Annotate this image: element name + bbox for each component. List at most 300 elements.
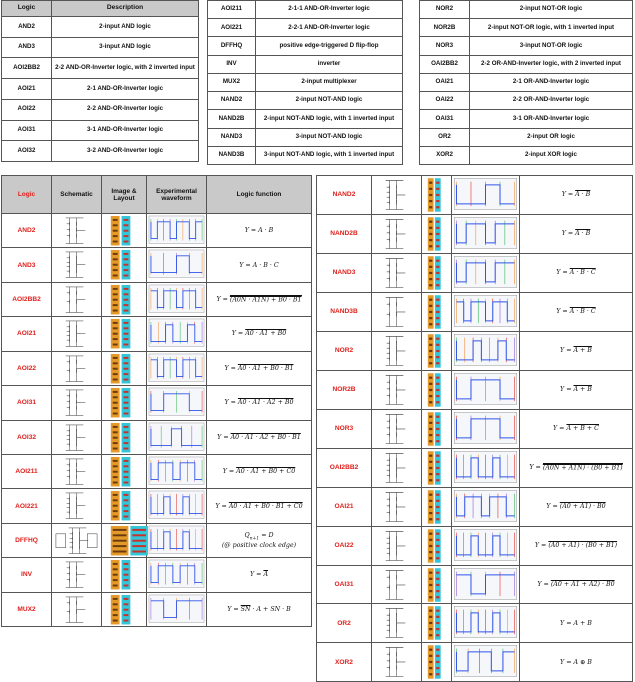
logic-function-cell (520, 292, 633, 331)
description-row (420, 1, 633, 19)
image-layout-cell (102, 282, 147, 316)
experimental-waveform (452, 604, 519, 642)
logic-function-formula: Y = A + B (560, 386, 592, 394)
waveform-cell (147, 282, 207, 316)
schematic-cell (52, 351, 102, 385)
schematic-cell (372, 526, 422, 565)
description-row (2, 58, 199, 79)
logic-cell-row (2, 454, 312, 488)
logic-cell-row (2, 248, 312, 282)
layout-image (422, 449, 451, 487)
experimental-waveform (147, 455, 206, 488)
waveform-cell (147, 317, 207, 351)
waveform-cell (147, 454, 207, 488)
image-layout-cell (102, 386, 147, 420)
logic-cell-row (317, 409, 633, 448)
description-row (208, 37, 403, 55)
layout-image (102, 455, 146, 488)
logic-cell-row (317, 487, 633, 526)
logic-cell-row (2, 592, 312, 626)
logic-name: AOI21 (2, 317, 52, 351)
schematic-cell (52, 214, 102, 248)
logic-description: 3-input NOT-AND logic, with 1 inverted input (256, 146, 403, 164)
schematic-cell (52, 248, 102, 282)
description-row (420, 19, 633, 37)
logic-name: AOI22 (2, 99, 52, 120)
description-row (208, 73, 403, 91)
logic-function-formula: Y = A · B (244, 227, 274, 235)
logic-cell-row (2, 282, 312, 316)
logic-description: 2-2-1 AND-OR-Inverter logic (256, 19, 403, 37)
logic-function-formula: Y = (A0N + A1N) · (B0 + B1) (529, 464, 623, 472)
logic-name: NAND3 (208, 128, 256, 146)
logic-name: NOR3 (420, 37, 470, 55)
logic-function-cell (520, 409, 633, 448)
experimental-waveform (147, 524, 206, 557)
logic-name: NOR2 (317, 331, 372, 370)
experimental-waveform (147, 248, 206, 281)
logic-function-cell (520, 176, 633, 215)
logic-name: OAI2BB2 (420, 55, 470, 73)
experimental-waveform (147, 386, 206, 419)
description-row (2, 17, 199, 38)
schematic-figure (372, 293, 421, 331)
logic-function-cell (520, 448, 633, 487)
logic-name: AOI2BB2 (2, 282, 52, 316)
logic-cells-table-right (316, 175, 633, 682)
image-layout-cell (422, 176, 452, 215)
experimental-waveform (147, 421, 206, 454)
schematic-cell (372, 176, 422, 215)
logic-description: 2-1 OR-AND-Inverter logic (470, 73, 633, 91)
experimental-waveform (452, 332, 519, 370)
logic-cells-table-left (1, 175, 312, 627)
image-layout-cell (422, 214, 452, 253)
layout-image (102, 317, 146, 350)
layout-image (422, 215, 451, 253)
schematic-cell (372, 331, 422, 370)
image-layout-cell (422, 292, 452, 331)
description-row (208, 19, 403, 37)
layout-image (422, 604, 451, 642)
description-row (2, 99, 199, 120)
logic-name: AND2 (2, 17, 52, 38)
schematic-cell (52, 420, 102, 454)
experimental-waveform (452, 371, 519, 409)
image-layout-cell (102, 248, 147, 282)
logic-function-cell (520, 370, 633, 409)
logic-name: AOI221 (208, 19, 256, 37)
logic-name: AOI211 (2, 454, 52, 488)
logic-function-cell (520, 214, 633, 253)
layout-image (102, 593, 146, 626)
logic-cell-row (317, 604, 633, 643)
logic-name: NAND2B (317, 214, 372, 253)
logic-cell-row (317, 331, 633, 370)
logic-description: 2-1 AND-OR-Inverter logic (52, 79, 199, 100)
logic-function-formula: Y = A · B · C (556, 269, 596, 277)
logic-name: AOI31 (2, 120, 52, 141)
schematic-cell (372, 604, 422, 643)
logic-name: NOR2B (317, 370, 372, 409)
header-experimental-waveform: Experimental waveform (147, 176, 207, 214)
logic-function-cell (520, 565, 633, 604)
logic-cell-row (317, 526, 633, 565)
layout-image (422, 527, 451, 565)
logic-cell-row (317, 253, 633, 292)
description-row (208, 110, 403, 128)
waveform-cell (452, 253, 520, 292)
image-layout-cell (422, 604, 452, 643)
image-layout-cell (102, 558, 147, 592)
logic-function-cell (520, 331, 633, 370)
waveform-cell (147, 558, 207, 592)
logic-cell-row (317, 214, 633, 253)
description-row (208, 146, 403, 164)
waveform-cell (147, 248, 207, 282)
description-row (2, 141, 199, 162)
description-row (208, 92, 403, 110)
logic-description: 3-input NOT-OR logic (470, 37, 633, 55)
waveform-cell (452, 526, 520, 565)
logic-name: AOI22 (2, 351, 52, 385)
experimental-waveform (147, 317, 206, 350)
image-layout-cell (102, 420, 147, 454)
logic-name: AOI21 (2, 79, 52, 100)
schematic-figure (52, 593, 101, 626)
logic-function-formula: Y = A0 · A1 + B0 · B1 (224, 364, 294, 372)
logic-name: AOI32 (2, 141, 52, 162)
layout-image (422, 371, 451, 409)
experimental-waveform (147, 558, 206, 591)
layout-image (422, 176, 451, 214)
logic-name: OAI21 (420, 73, 470, 91)
schematic-figure (372, 215, 421, 253)
logic-description: 3-input NOT-AND logic (256, 128, 403, 146)
schematic-figure (372, 527, 421, 565)
logic-name: NAND3 (317, 253, 372, 292)
logic-function-cell (520, 526, 633, 565)
waveform-cell (452, 448, 520, 487)
layout-image (422, 254, 451, 292)
description-row (208, 55, 403, 73)
logic-function-formula: Y = A · B · C (239, 261, 279, 269)
waveform-cell (452, 292, 520, 331)
waveform-cell (452, 409, 520, 448)
image-layout-cell (102, 317, 147, 351)
schematic-figure (372, 332, 421, 370)
header-logic: Logic (2, 176, 52, 214)
image-layout-cell (422, 253, 452, 292)
description-row (420, 73, 633, 91)
logic-description: 2-input AND logic (52, 17, 199, 38)
logic-name: NOR2B (420, 19, 470, 37)
schematic-figure (372, 488, 421, 526)
logic-name: AND3 (2, 37, 52, 58)
image-layout-cell (422, 565, 452, 604)
logic-function-cell (207, 420, 312, 454)
description-row (208, 128, 403, 146)
schematic-cell (52, 558, 102, 592)
waveform-cell (452, 487, 520, 526)
experimental-waveform (452, 410, 519, 448)
schematic-cell (52, 454, 102, 488)
logic-function-cell (207, 351, 312, 385)
logic-cell-row (2, 317, 312, 351)
experimental-waveform (147, 214, 206, 247)
waveform-cell (452, 331, 520, 370)
schematic-cell (372, 487, 422, 526)
schematic-figure (372, 371, 421, 409)
experimental-waveform (452, 527, 519, 565)
schematic-cell (52, 523, 102, 557)
logic-function-formula: Y = (A0 + A1) · (B0 + B1) (534, 542, 618, 550)
logic-function-cell (207, 558, 312, 592)
logic-name: NAND2 (208, 92, 256, 110)
logic-name: OAI2BB2 (317, 448, 372, 487)
image-layout-cell (102, 351, 147, 385)
logic-function-formula: Y = A · B (561, 191, 591, 199)
logic-name: OAI22 (420, 92, 470, 110)
schematic-cell (372, 370, 422, 409)
logic-description: 2-input NOT-AND logic (256, 92, 403, 110)
image-layout-cell (102, 454, 147, 488)
logic-function-cell (520, 487, 633, 526)
logic-name: DFFHQ (208, 37, 256, 55)
logic-function-cell (207, 282, 312, 316)
schematic-cell (52, 592, 102, 626)
logic-cell-row (317, 292, 633, 331)
header-logic-function: Logic function (207, 176, 312, 214)
logic-name: AOI31 (2, 386, 52, 420)
schematic-cell (52, 489, 102, 523)
logic-description: 3-2 AND-OR-Inverter logic (52, 141, 199, 162)
schematic-figure (372, 566, 421, 604)
logic-name: NOR3 (317, 409, 372, 448)
description-row (420, 37, 633, 55)
logic-cell-row (317, 643, 633, 682)
schematic-figure (372, 176, 421, 214)
header-description: Description (52, 1, 199, 17)
description-row (420, 110, 633, 128)
logic-function-formula: Y = A0 · A1 + B0 · B1 + C0 (215, 502, 303, 510)
logic-function-formula: Y = A + B (560, 619, 592, 627)
image-layout-cell (422, 526, 452, 565)
logic-cell-row (2, 351, 312, 385)
schematic-figure (372, 643, 421, 681)
waveform-cell (147, 420, 207, 454)
waveform-cell (147, 386, 207, 420)
logic-function-formula: Y = A0 · A1 · A2 + B0 (224, 399, 294, 407)
schematic-figure (52, 317, 101, 350)
layout-image (102, 489, 146, 522)
waveform-cell (452, 604, 520, 643)
schematic-figure (52, 283, 101, 316)
logic-name: XOR2 (317, 643, 372, 682)
logic-function-formula: Y = A · B · C (556, 308, 596, 316)
description-table-1 (1, 0, 199, 162)
logic-description: 2-input XOR logic (470, 146, 633, 164)
logic-cell-row (2, 386, 312, 420)
logic-name: OAI31 (317, 565, 372, 604)
logic-description: 3-input AND logic (52, 37, 199, 58)
experimental-waveform (452, 566, 519, 604)
logic-function-cell (520, 604, 633, 643)
logic-name: INV (208, 55, 256, 73)
logic-function-cell (207, 248, 312, 282)
logic-name: OAI21 (317, 487, 372, 526)
schematic-figure (52, 352, 101, 385)
description-row (2, 120, 199, 141)
experimental-waveform (452, 293, 519, 331)
experimental-waveform (452, 176, 519, 214)
logic-cell-row (2, 558, 312, 592)
logic-name: AOI32 (2, 420, 52, 454)
waveform-cell (147, 214, 207, 248)
logic-name: OR2 (420, 128, 470, 146)
waveform-cell (147, 592, 207, 626)
image-layout-cell (422, 487, 452, 526)
logic-name: NAND2B (208, 110, 256, 128)
description-row (2, 37, 199, 58)
description-table-2 (207, 0, 403, 165)
schematic-cell (52, 386, 102, 420)
waveform-cell (147, 489, 207, 523)
logic-name: AND3 (2, 248, 52, 282)
logic-function-cell (520, 253, 633, 292)
logic-description: 2-input NOT-OR logic (470, 1, 633, 19)
main-table-header (2, 176, 312, 214)
logic-function-formula: Y = A + B + C (553, 425, 599, 433)
logic-name: DFFHQ (2, 523, 52, 557)
schematic-figure (372, 254, 421, 292)
layout-image (102, 214, 146, 247)
layout-image (102, 421, 146, 454)
description-row (420, 146, 633, 164)
waveform-cell (452, 214, 520, 253)
logic-cell-row (2, 214, 312, 248)
waveform-cell (452, 176, 520, 215)
logic-name: AND2 (2, 214, 52, 248)
image-layout-cell (102, 523, 147, 557)
layout-image (102, 352, 146, 385)
logic-name: OAI22 (317, 526, 372, 565)
experimental-waveform (147, 283, 206, 316)
experimental-waveform (147, 489, 206, 522)
schematic-cell (372, 448, 422, 487)
logic-name: NAND2 (317, 176, 372, 215)
layout-image (422, 643, 451, 681)
schematic-figure (52, 455, 101, 488)
logic-description: 2-2 OR-AND-Inverter logic, with 2 inverted input (470, 55, 633, 73)
waveform-cell (452, 565, 520, 604)
logic-function-formula: Y = A0 · A1 · A2 + B0 · B1 (217, 433, 301, 441)
schematic-figure (52, 386, 101, 419)
logic-function-cell (207, 489, 312, 523)
logic-description: 2-input multiplexer (256, 73, 403, 91)
logic-description: 2-input NOT-OR logic, with 1 inverted input (470, 19, 633, 37)
schematic-cell (372, 643, 422, 682)
logic-name: MUX2 (208, 73, 256, 91)
description-table-3 (419, 0, 633, 165)
layout-image (102, 386, 146, 419)
layout-image (102, 524, 146, 557)
schematic-cell (372, 409, 422, 448)
logic-function-cell (207, 214, 312, 248)
logic-function-cell (207, 523, 312, 557)
schematic-figure (52, 421, 101, 454)
schematic-figure (52, 214, 101, 247)
logic-description: 2-2 AND-OR-Inverter logic, with 2 inverted input (52, 58, 199, 79)
logic-name: XOR2 (420, 146, 470, 164)
schematic-figure (372, 449, 421, 487)
layout-image (422, 410, 451, 448)
image-layout-cell (422, 370, 452, 409)
logic-name: OR2 (317, 604, 372, 643)
logic-name: MUX2 (2, 592, 52, 626)
experimental-waveform (452, 488, 519, 526)
logic-function-cell (207, 317, 312, 351)
layout-image (422, 293, 451, 331)
logic-name: AOI211 (208, 1, 256, 19)
schematic-cell (52, 282, 102, 316)
logic-function-formula: Y = (A0 + A1) · B0 (546, 503, 606, 511)
schematic-cell (372, 292, 422, 331)
logic-name: NOR2 (420, 1, 470, 19)
layout-image (422, 566, 451, 604)
logic-name: AOI221 (2, 489, 52, 523)
experimental-waveform (452, 215, 519, 253)
waveform-cell (147, 351, 207, 385)
schematic-cell (52, 317, 102, 351)
waveform-cell (452, 370, 520, 409)
waveform-cell (147, 523, 207, 557)
logic-description: inverter (256, 55, 403, 73)
logic-cell-row (317, 370, 633, 409)
description-row (420, 92, 633, 110)
logic-name: OAI31 (420, 110, 470, 128)
logic-function-formula: $Q_{n+1} = D$ (@ positive clock edge) (221, 531, 297, 550)
logic-description: 2-1-1 AND-OR-Inverter logic (256, 1, 403, 19)
experimental-waveform (452, 254, 519, 292)
image-layout-cell (102, 214, 147, 248)
image-layout-cell (102, 592, 147, 626)
logic-description: 2-2 AND-OR-Inverter logic (52, 99, 199, 120)
experimental-waveform (452, 643, 519, 681)
logic-function-cell (207, 592, 312, 626)
layout-image (422, 488, 451, 526)
experimental-waveform (452, 449, 519, 487)
header-image-layout: Image & Layout (102, 176, 147, 214)
logic-function-formula: Y = (A0 + A1 + A2) · B0 (537, 581, 615, 588)
experimental-waveform (147, 352, 206, 385)
logic-function-cell (207, 386, 312, 420)
logic-cell-row (2, 420, 312, 454)
logic-description: 2-2 OR-AND-Inverter logic (470, 92, 633, 110)
schematic-cell (372, 214, 422, 253)
description-row (420, 55, 633, 73)
schematic-figure (52, 558, 101, 591)
schematic-figure (372, 410, 421, 448)
image-layout-cell (422, 331, 452, 370)
logic-name: INV (2, 558, 52, 592)
logic-cell-row (317, 448, 633, 487)
logic-function-formula: Y = A0 · A1 + B0 + C0 (222, 468, 296, 476)
image-layout-cell (422, 448, 452, 487)
logic-description: 2-input NOT-AND logic, with 1 inverted input (256, 110, 403, 128)
image-layout-cell (422, 643, 452, 682)
layout-image (422, 332, 451, 370)
